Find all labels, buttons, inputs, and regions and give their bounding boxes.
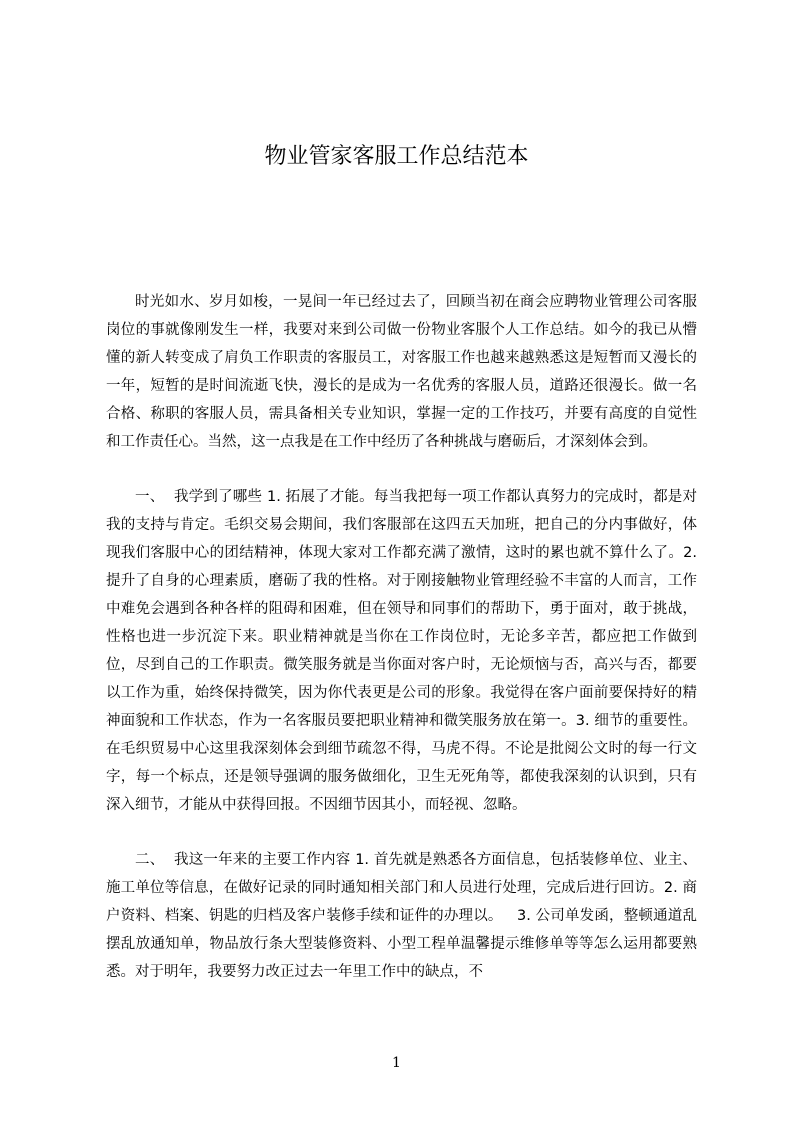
document-title: 物业管家客服工作总结范本 <box>264 144 529 169</box>
document-body <box>106 288 702 1013</box>
paragraph-intro: 时光如水、岁月如梭，一晃间一年已经过去了，回顾当初在商会应聘物业管理公司客服岗位的事就像刚发生一样，我要对来到公司做一份物业客服个人工作总结。如今的我已从懵懂的新人转变成了肩负工作职责的客服员工，对客服工作也越来越熟悉这是短暂而又漫长的一年，短暂的是时间流逝飞快，漫长的是成为一名优秀的客服人员，道路还很漫长。做一名合格、称职的客服人员，需具备相关专业知识，掌握一定的工作技巧，并要有高度的自觉性和工作责任心。当然，这一点我是在工作中经历了各种挑战与磨砺后，才深刻体会到。 <box>106 294 697 450</box>
page-number: 1 <box>392 1055 401 1071</box>
paragraph-section-two: 二、 我这一年来的主要工作内容 1. 首先就是熟悉各方面信息，包括装修单位、业主、施工单位等信息，在做好记录的同时通知相关部门和人员进行处理，完成后进行回访。2. 商户资料、档案、钥匙的归档及客户装修手续和证件的办理以。 3. 公司单发函，整顿通道乱摆乱放通知单，物品放行条大型装修资料、小型工程单温馨提示维修单等等怎么运用都要熟悉。对于明年，我要努力改正过去一年里工作中的缺点，不 <box>106 852 697 980</box>
paragraph-section-one: 一、 我学到了哪些 1. 拓展了才能。每当我把每一项工作都认真努力的完成时，都是对我的支持与肯定。毛织交易会期间，我们客服部在这四五天加班，把自己的分内事做好，体现我们客服中心的团结精神，体现大家对工作都充满了激情，这时的累也就不算什么了。2. 提升了自身的心理素质，磨砺了我的性格。对于刚接触物业管理经验不丰富的人而言，工作中难免会遇到各种各样的阻碍和困难，但在领导和同事们的帮助下，勇于面对，敢于挑战，性格也进一步沉淀下来。职业精神就是当你在工作岗位时，无论多辛苦，都应把工作做到位，尽到自己的工作职责。微笑服务就是当你面对客户时，无论烦恼与否，高兴与否，都要以工作为重，始终保持微笑，因为你代表更是公司的形象。我觉得在客户面前要保持好的精神面貌和工作状态，作为一名客服员要把职业精神和微笑服务放在第一。3. 细节的重要性。在毛织贸易中心这里我深刻体会到细节疏忽不得，马虎不得。不论是批阅公文时的每一行文字，每一个标点，还是领导强调的服务做细化，卫生无死角等，都使我深刻的认识到，只有深入细节，才能从中获得回报。不因细节因其小，而轻视、忽略。 <box>106 489 702 813</box>
